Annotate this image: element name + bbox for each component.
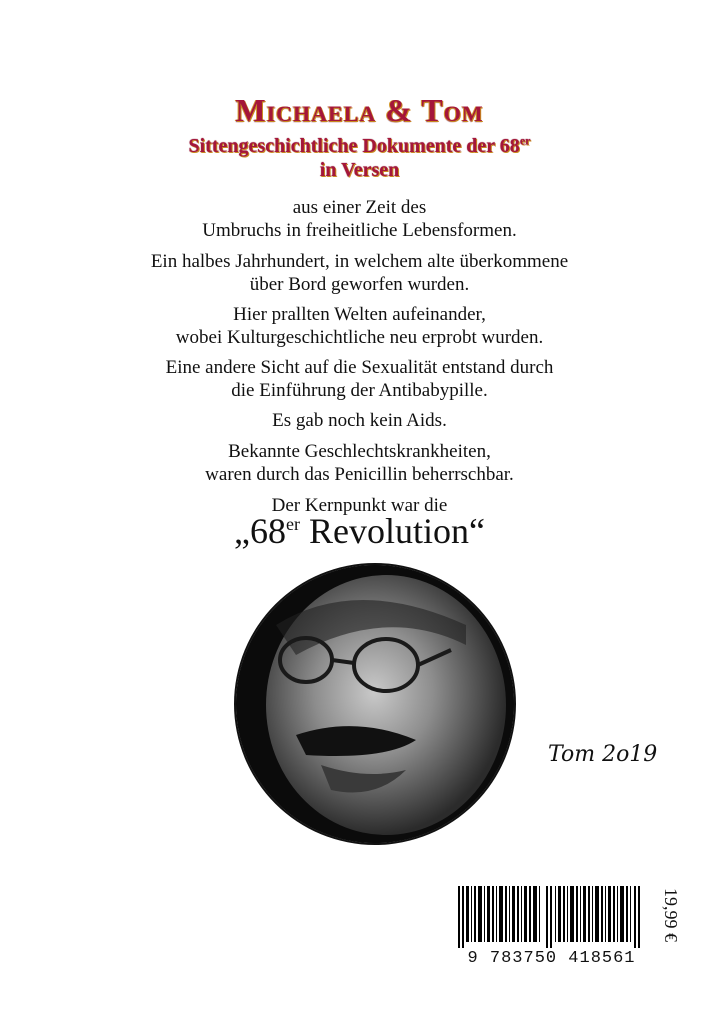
paragraph-4 xyxy=(0,356,719,402)
barcode-icon xyxy=(458,886,644,948)
signature: Tom 2o19 xyxy=(548,742,658,767)
portrait-photo xyxy=(236,565,514,843)
isbn-barcode xyxy=(454,882,649,974)
paragraph-line: die Einführung der Antibabypille. xyxy=(231,380,488,401)
revolution-superscript: er xyxy=(286,514,300,534)
paragraph-line: wobei Kulturgeschichtliche neu erprobt wurden. xyxy=(175,327,544,348)
book-subtitle xyxy=(0,134,719,182)
revolution-heading xyxy=(0,510,719,552)
paragraph-line: Es gab noch kein Aids. xyxy=(272,410,447,431)
paragraph-line: Umbruchs in freiheitliche Lebensformen. xyxy=(202,220,517,241)
paragraph-6 xyxy=(0,440,719,486)
paragraph-1 xyxy=(0,196,719,242)
paragraph-line: waren durch das Penicillin beherrschbar. xyxy=(205,464,514,485)
portrait-icon xyxy=(236,565,514,843)
subtitle-line1: Sittengeschichtliche Dokumente der 68 xyxy=(188,135,520,157)
price-label: 19,99 € xyxy=(661,888,681,942)
revolution-open: „68 xyxy=(234,511,286,551)
paragraph-line: Eine andere Sicht auf die Sexualität entstand durch xyxy=(165,357,554,378)
paragraph-line: Bekannte Geschlechtskrankheiten, xyxy=(228,441,491,462)
paragraph-3 xyxy=(0,303,719,349)
paragraph-2 xyxy=(0,250,719,296)
paragraph-line: über Bord geworfen wurden. xyxy=(249,274,470,295)
isbn-number: 9 783750 418561 xyxy=(467,949,636,968)
paragraph-line: Der Kernpunkt war die xyxy=(271,495,448,516)
paragraph-line: aus einer Zeit des xyxy=(292,197,427,218)
subtitle-line2: in Versen xyxy=(319,159,400,181)
paragraph-line: Ein halbes Jahrhundert, in welchem alte überkommene xyxy=(150,251,569,272)
paragraph-line: Hier prallten Welten aufeinander, xyxy=(233,304,486,325)
book-title: Michaela & Tom xyxy=(235,92,484,128)
revolution-rest: Revolution“ xyxy=(299,511,485,551)
paragraph-5 xyxy=(0,409,719,432)
subtitle-superscript: er xyxy=(519,133,531,148)
